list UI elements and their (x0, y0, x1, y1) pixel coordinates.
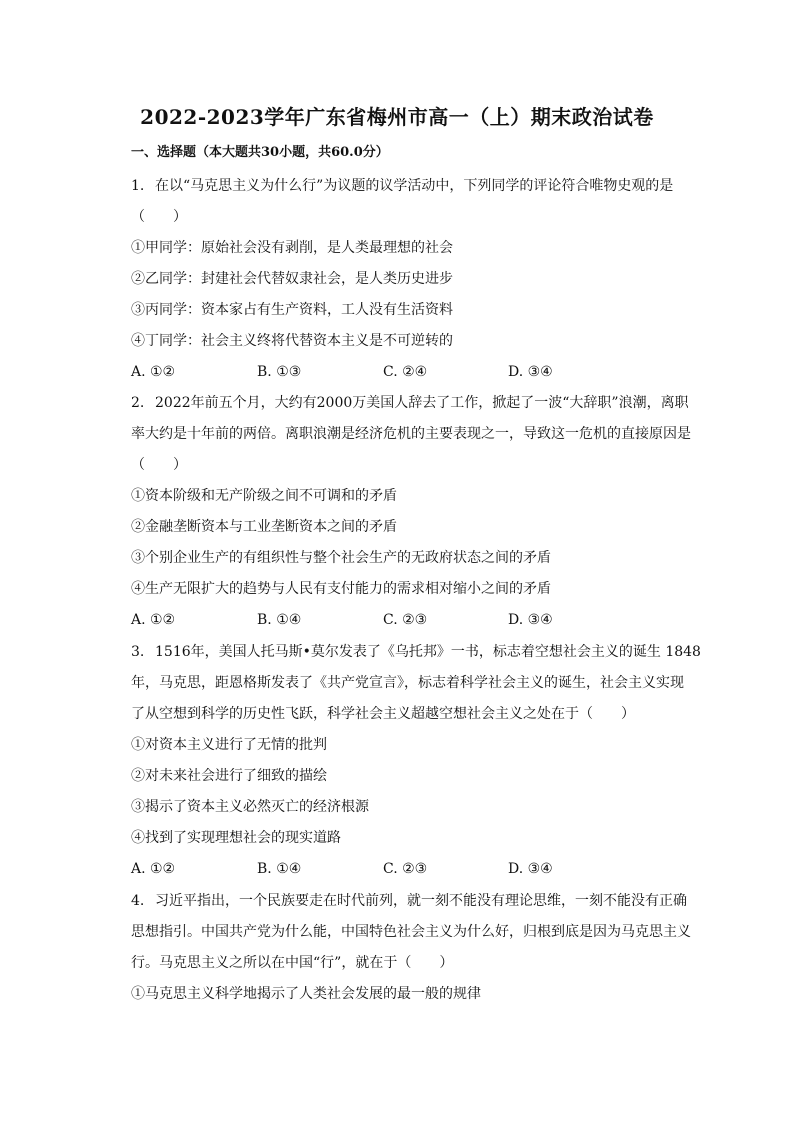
option-d[interactable]: D. ③④ (508, 861, 553, 877)
question-1-stem-line-1 (131, 176, 673, 196)
option-b[interactable]: B. ①③ (257, 364, 302, 380)
question-3-item-4: ④找到了实现理想社会的现实道路 (131, 830, 341, 846)
question-1-item-4: ④丁同学：社会主义终将代替资本主义是不可逆转的 (131, 333, 453, 349)
question-number: 3. (131, 644, 145, 660)
option-b[interactable]: B. ①④ (257, 861, 302, 877)
question-3-item-3: ③揭示了资本主义必然灭亡的经济根源 (131, 799, 369, 815)
option-c[interactable]: C. ②③ (383, 861, 428, 877)
option-b[interactable]: B. ①④ (257, 612, 302, 628)
question-4-stem-line-1 (131, 891, 687, 911)
question-3-stem-line-3: 了从空想到科学的历史性飞跃，科学社会主义超越空想社会主义之处在于（ ） (131, 706, 635, 722)
option-c[interactable]: C. ②④ (383, 364, 428, 380)
question-4-stem-line-3: 行。马克思主义之所以在中国“行”，就在于（ ） (131, 955, 454, 971)
option-a[interactable]: A. ①② (131, 612, 176, 628)
question-3-stem-line-1 (131, 642, 701, 662)
option-c[interactable]: C. ②③ (383, 612, 428, 628)
question-stem-text: 2022年前五个月，大约有2000万美国人辞去了工作，掀起了一波“大辞职”浪潮，离职 (155, 395, 689, 411)
question-stem-text: 在以“马克思主义为什么行”为议题的议学活动中，下列同学的评论符合唯物史观的是 (155, 178, 674, 194)
question-2-stem-line-3: （ ） (131, 457, 187, 473)
question-2-item-2: ②金融垄断资本与工业垄断资本之间的矛盾 (131, 519, 397, 535)
page-title: 2022-2023学年广东省梅州市高一（上）期末政治试卷 (140, 105, 654, 129)
question-3-stem-line-2: 年，马克思，距恩格斯发表了《共产党宣言》，标志着科学社会主义的诞生，社会主义实现 (131, 675, 684, 691)
option-a[interactable]: A. ①② (131, 861, 176, 877)
question-4-item-1: ①马克思主义科学地揭示了人类社会发展的最一般的规律 (131, 986, 481, 1002)
question-1-item-2: ②乙同学：封建社会代替奴隶社会，是人类历史进步 (131, 271, 453, 287)
question-2-item-4: ④生产无限扩大的趋势与人民有支付能力的需求相对缩小之间的矛盾 (131, 581, 551, 597)
question-number: 4. (131, 893, 145, 909)
question-2-stem-line-1 (131, 393, 689, 413)
question-number: 1. (131, 178, 145, 194)
question-3-item-2: ②对未来社会进行了细致的描绘 (131, 768, 327, 784)
question-2-item-1: ①资本阶级和无产阶级之间不可调和的矛盾 (131, 488, 397, 504)
question-3-item-1: ①对资本主义进行了无情的批判 (131, 737, 327, 753)
question-4-stem-line-2: 思想指引。中国共产党为什么能，中国特色社会主义为什么好，归根到底是因为马克思主义 (131, 924, 691, 940)
question-2-item-3: ③个别企业生产的有组织性与整个社会生产的无政府状态之间的矛盾 (131, 550, 551, 566)
question-1-item-3: ③丙同学：资本家占有生产资料，工人没有生活资料 (131, 302, 453, 318)
question-stem-text: 习近平指出，一个民族要走在时代前列，就一刻不能没有理论思维，一刻不能没有正确 (155, 893, 687, 909)
option-d[interactable]: D. ③④ (508, 364, 553, 380)
option-d[interactable]: D. ③④ (508, 612, 553, 628)
option-a[interactable]: A. ①② (131, 364, 176, 380)
question-2-stem-line-2: 率大约是十年前的两倍。离职浪潮是经济危机的主要表现之一，导致这一危机的直接原因是 (131, 426, 691, 442)
section-heading: 一、选择题（本大题共30小题，共60.0分） (131, 145, 389, 160)
question-1-stem-line-2: （ ） (131, 209, 187, 225)
question-number: 2. (131, 395, 145, 411)
question-1-item-1: ①甲同学：原始社会没有剥削，是人类最理想的社会 (131, 240, 453, 256)
question-stem-text: 1516年，美国人托马斯•莫尔发表了《乌托邦》一书，标志着空想社会主义的诞生 1848 (155, 644, 701, 660)
